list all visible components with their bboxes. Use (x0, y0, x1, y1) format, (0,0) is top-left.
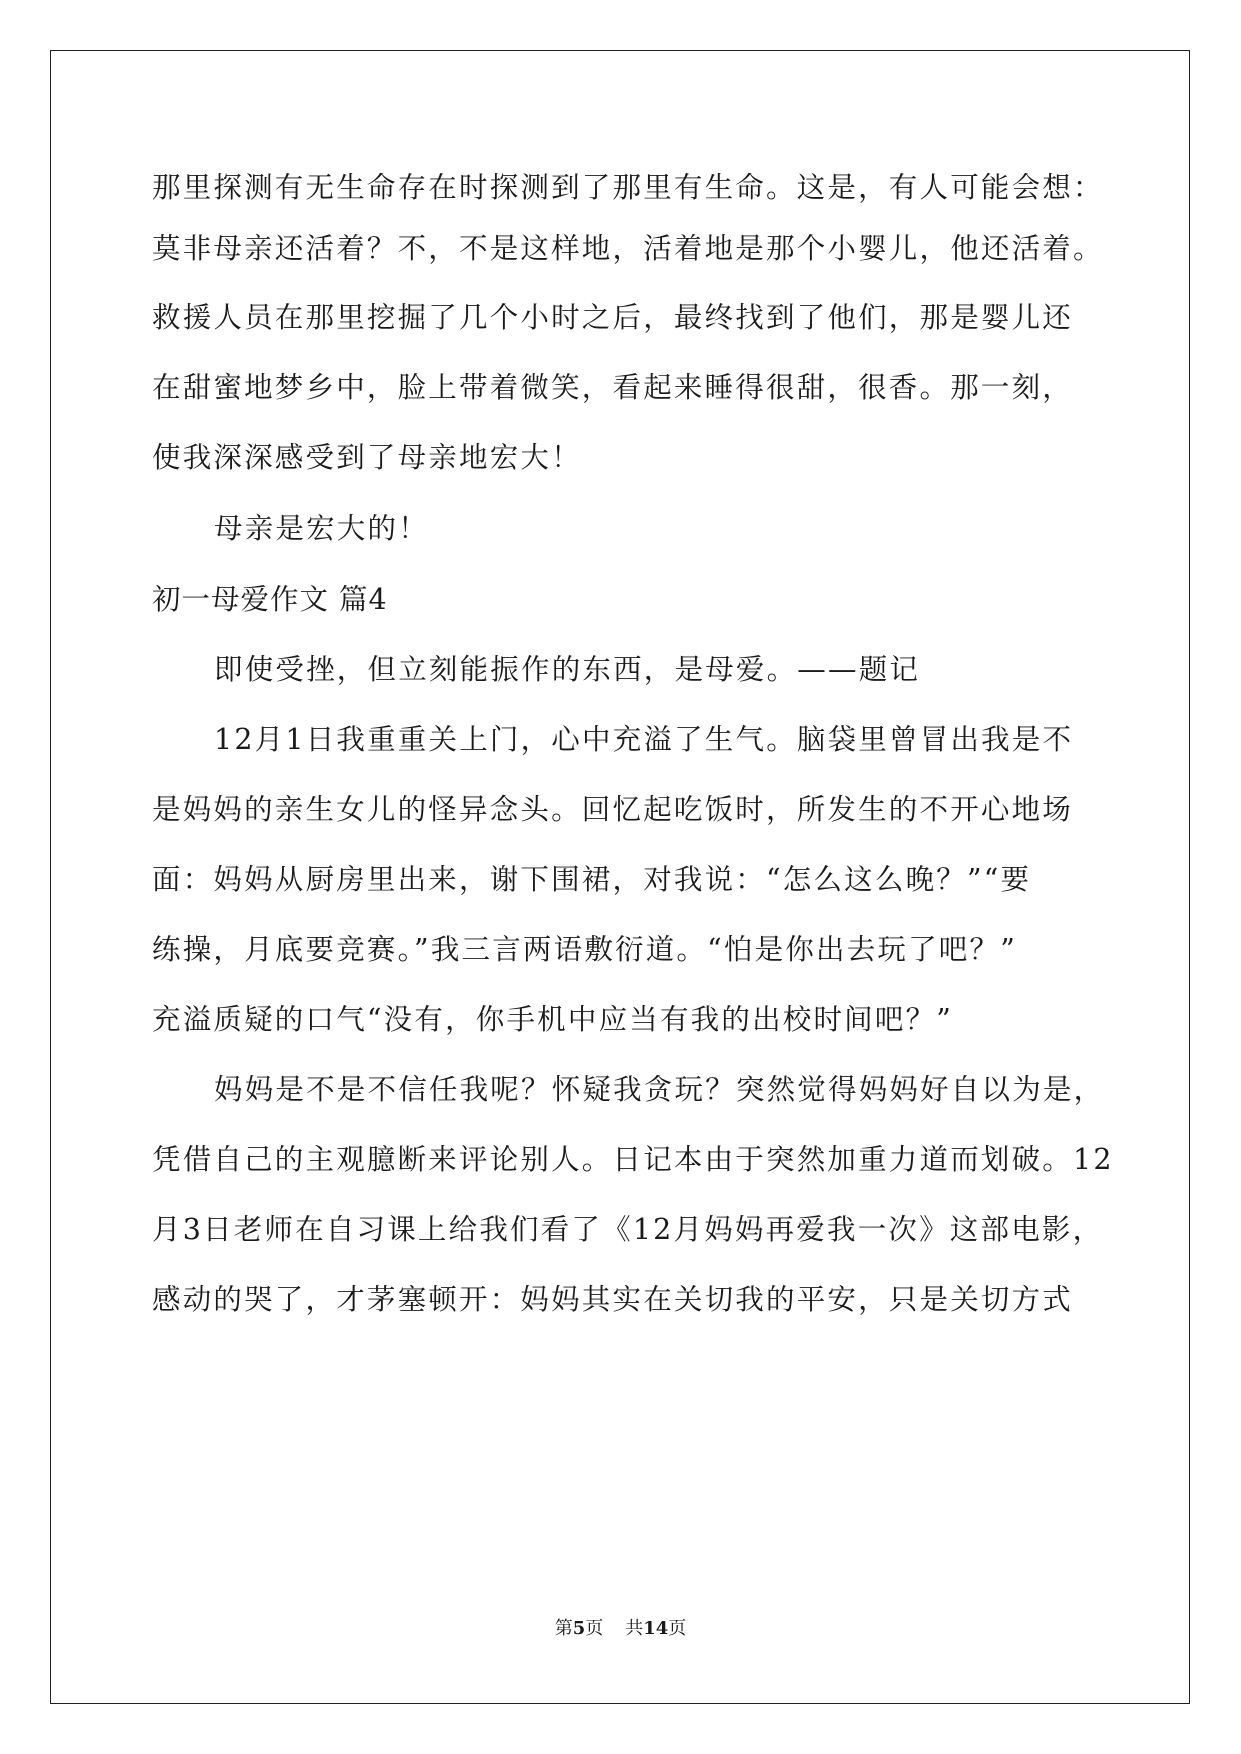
footer-page-suffix: 页 (585, 1618, 604, 1639)
section-heading: 初一母爱作文 篇4 (152, 583, 388, 616)
body-line-14: 妈妈是不是不信任我呢？怀疑我贪玩？突然觉得妈妈好自以为是， (214, 1073, 1105, 1106)
body-line-9: 12月1日我重重关上门，心中充溢了生气。脑袋里曾冒出我是不 (214, 723, 1074, 756)
body-line-12: 练操，月底要竞赛。”我三言两语敷衍道。“怕是你出去玩了吧？” (152, 933, 1017, 966)
epigraph: 即使受挫，但立刻能振作的东西，是母爱。——题记 (214, 653, 921, 686)
body-line-13: 充溢质疑的口气“没有，你手机中应当有我的出校时间吧？” (152, 1003, 954, 1036)
body-line-2: 莫非母亲还活着？不，不是这样地，活着地是那个小婴儿，他还活着。 (152, 232, 1104, 265)
body-line-5: 使我深深感受到了母亲地宏大！ (152, 441, 582, 474)
body-line-4: 在甜蜜地梦乡中，脸上带着微笑，看起来睡得很甜，很香。那一刻， (152, 371, 1074, 404)
paragraph-mother-great: 母亲是宏大的！ (214, 512, 429, 545)
body-line-15: 凭借自己的主观臆断来评论别人。日记本由于突然加重力道而划破。12 (152, 1143, 1114, 1176)
body-line-10: 是妈妈的亲生女儿的怪异念头。回忆起吃饭时，所发生的不开心地场 (152, 793, 1074, 826)
page-footer (0, 1618, 1241, 1640)
body-line-11: 面：妈妈从厨房里出来，谢下围裙，对我说：“怎么这么晚？”“要 (152, 863, 1032, 896)
footer-total-prefix: 共 (625, 1618, 644, 1639)
body-line-17: 感动的哭了，才茅塞顿开：妈妈其实在关切我的平安，只是关切方式 (152, 1283, 1074, 1316)
footer-total-suffix: 页 (668, 1618, 687, 1639)
body-line-16: 月3日老师在自习课上给我们看了《12月妈妈再爱我一次》这部电影， (152, 1213, 1104, 1246)
body-line-3: 救援人员在那里挖掘了几个小时之后，最终找到了他们，那是婴儿还 (152, 301, 1074, 334)
footer-total-pages: 14 (643, 1618, 669, 1639)
footer-page-prefix: 第 (554, 1618, 573, 1639)
body-line-1: 那里探测有无生命存在时探测到了那里有生命。这是，有人可能会想： (152, 171, 1104, 204)
footer-page-number: 5 (572, 1618, 586, 1639)
